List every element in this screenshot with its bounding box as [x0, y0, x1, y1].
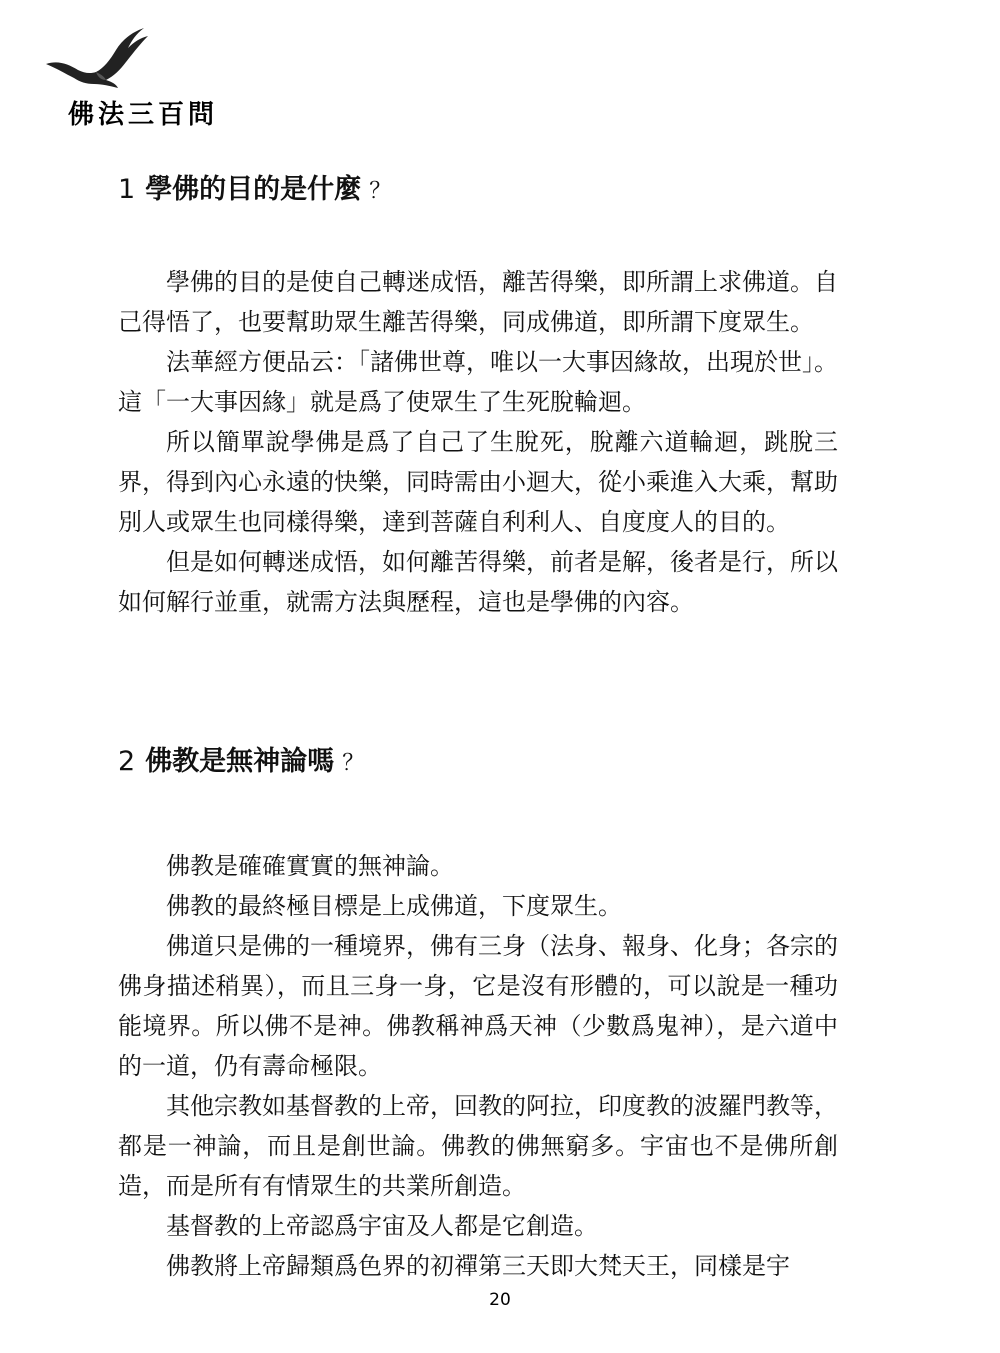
question-mark: ？	[369, 179, 392, 204]
page-header	[44, 24, 244, 134]
question-number: 1	[118, 174, 136, 205]
paragraph: 佛教將上帝歸類爲色界的初禪第三天即大梵天王，同樣是宇	[166, 1252, 790, 1280]
question-heading	[118, 744, 838, 782]
paragraph: 佛道只是佛的一種境界，佛有三身（法身、報身、化身；各宗的佛身描述稍異），而且三身一身，它是沒有形體的，可以說是一種功能境界。所以佛不是神。佛教稱神爲天神（少數爲鬼神），是六道中的一道，仍有壽命極限。	[118, 932, 838, 1080]
paragraph: 所以簡單說學佛是爲了自己了生脫死，脫離六道輪迴，跳脫三界，得到內心永遠的快樂，同時需由小迴大，從小乘進入大乘，幫助別人或眾生也同樣得樂，達到菩薩自利利人、自度度人的目的。	[118, 428, 838, 536]
book-title: 佛法三百問	[68, 100, 219, 130]
question-section-2	[118, 744, 838, 1286]
question-number: 2	[118, 746, 136, 777]
paragraph: 基督教的上帝認爲宇宙及人都是它創造。	[166, 1212, 598, 1240]
paragraph: 學佛的目的是使自己轉迷成悟，離苦得樂，即所謂上求佛道。自己得悟了，也要幫助眾生離苦得樂，同成佛道，即所謂下度眾生。	[118, 268, 838, 336]
question-mark: ？	[342, 751, 365, 776]
paragraph: 其他宗教如基督教的上帝，回教的阿拉，印度教的波羅門教等，都是一神論，而且是創世論。佛教的佛無窮多。宇宙也不是佛所創造，而是所有有情眾生的共業所創造。	[118, 1092, 838, 1200]
question-heading	[118, 172, 838, 210]
eagle-silhouette-icon	[44, 24, 154, 94]
paragraph: 但是如何轉迷成悟，如何離苦得樂，前者是解，後者是行，所以如何解行並重，就需方法與歷程，這也是學佛的內容。	[118, 548, 838, 616]
paragraph: 佛教是確確實實的無神論。	[166, 852, 454, 880]
page-number: 20	[489, 1290, 511, 1310]
question-section-1	[118, 172, 838, 622]
question-title: 佛教是無神論嗎	[145, 746, 335, 777]
question-title: 學佛的目的是什麼	[145, 174, 362, 205]
paragraph: 佛教的最終極目標是上成佛道，下度眾生。	[166, 892, 622, 920]
paragraph: 法華經方便品云：「諸佛世尊，唯以一大事因緣故，出現於世」。這「一大事因緣」就是爲了使眾生了生死脫輪迴。	[118, 348, 838, 416]
